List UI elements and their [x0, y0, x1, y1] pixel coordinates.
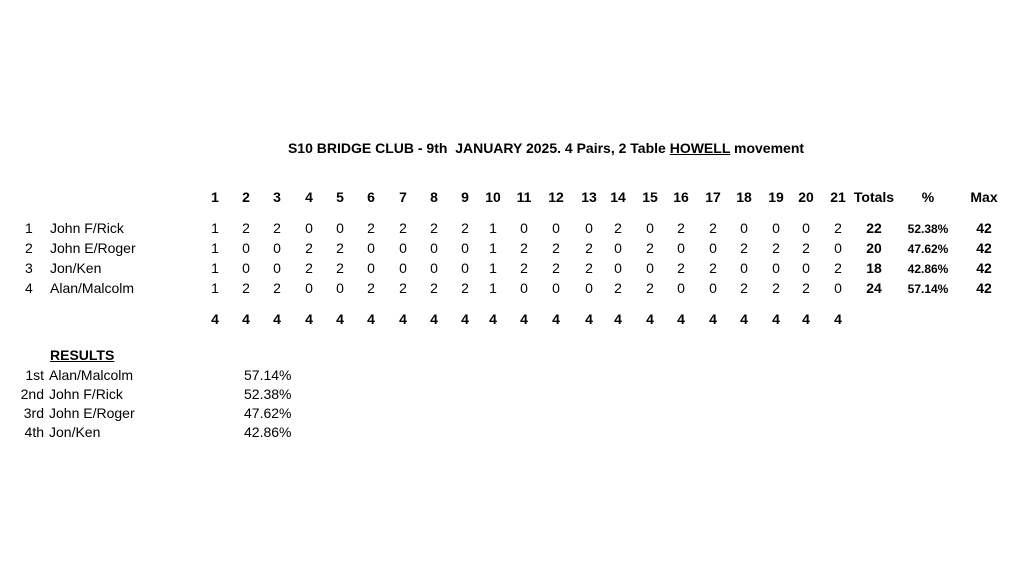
board-score: 0 [336, 280, 344, 296]
board-score: 1 [489, 260, 497, 276]
board-number-header: 11 [516, 189, 532, 205]
result-place: 2nd [20, 386, 44, 402]
board-score: 0 [520, 220, 528, 236]
board-number-header: 15 [642, 189, 658, 205]
pair-total: 22 [866, 220, 882, 236]
board-score: 2 [461, 220, 469, 236]
board-total: 4 [305, 311, 313, 327]
board-total: 4 [461, 311, 469, 327]
results-heading: RESULTS [50, 347, 115, 363]
board-total: 4 [646, 311, 654, 327]
result-percent: 42.86% [244, 424, 292, 440]
board-total: 4 [399, 311, 407, 327]
board-score: 2 [242, 280, 250, 296]
result-place: 3rd [23, 405, 44, 421]
board-score: 0 [740, 220, 748, 236]
pair-number: 1 [25, 220, 33, 236]
board-score: 2 [677, 260, 685, 276]
title-prefix: S10 BRIDGE CLUB - 9th JANUARY 2025. 4 Pairs, 2 Table [287, 140, 670, 156]
title-suffix: movement [730, 140, 805, 156]
board-total: 4 [614, 311, 622, 327]
board-total: 4 [802, 311, 810, 327]
board-score: 0 [802, 260, 810, 276]
board-score: 2 [709, 260, 717, 276]
board-score: 0 [273, 260, 281, 276]
board-score: 0 [646, 260, 654, 276]
board-number-header: 19 [768, 189, 784, 205]
board-number-header: 6 [367, 189, 375, 205]
result-name: John E/Roger [49, 405, 135, 421]
board-total: 4 [552, 311, 560, 327]
board-total: 4 [520, 311, 528, 327]
board-score: 2 [772, 240, 780, 256]
board-score: 0 [677, 240, 685, 256]
board-score: 2 [802, 240, 810, 256]
board-score: 0 [305, 280, 313, 296]
board-score: 2 [834, 220, 842, 236]
board-number-header: 2 [242, 189, 250, 205]
board-score: 0 [709, 240, 717, 256]
board-total: 4 [585, 311, 593, 327]
board-score: 2 [242, 220, 250, 236]
board-score: 0 [367, 260, 375, 276]
pair-max: 42 [976, 280, 992, 296]
board-total: 4 [489, 311, 497, 327]
title-underlined-word: HOWELL [669, 140, 731, 156]
board-score: 0 [242, 240, 250, 256]
board-number-header: 16 [673, 189, 689, 205]
board-score: 2 [552, 260, 560, 276]
board-total: 4 [709, 311, 717, 327]
board-score: 1 [489, 220, 497, 236]
board-score: 0 [614, 240, 622, 256]
board-number-header: 1 [211, 189, 219, 205]
board-score: 0 [552, 280, 560, 296]
board-score: 2 [430, 220, 438, 236]
board-score: 0 [709, 280, 717, 296]
board-total: 4 [211, 311, 219, 327]
pair-name: John F/Rick [50, 220, 124, 236]
board-number-header: 21 [830, 189, 846, 205]
board-score: 2 [552, 240, 560, 256]
pair-number: 4 [25, 280, 33, 296]
pair-max: 42 [976, 220, 992, 236]
board-number-header: 10 [485, 189, 501, 205]
board-number-header: 7 [399, 189, 407, 205]
board-score: 2 [336, 260, 344, 276]
board-number-header: 20 [798, 189, 814, 205]
board-score: 2 [520, 260, 528, 276]
pair-percent: 57.14% [907, 282, 949, 296]
board-total: 4 [677, 311, 685, 327]
board-score: 0 [614, 260, 622, 276]
board-score: 2 [273, 220, 281, 236]
board-score: 1 [489, 240, 497, 256]
board-total: 4 [367, 311, 375, 327]
board-score: 1 [211, 220, 219, 236]
board-score: 2 [646, 240, 654, 256]
pair-number: 3 [25, 260, 33, 276]
pair-max: 42 [976, 260, 992, 276]
board-score: 2 [585, 260, 593, 276]
result-place: 4th [24, 424, 44, 440]
board-score: 0 [273, 240, 281, 256]
pair-total: 20 [866, 240, 882, 256]
board-score: 1 [211, 240, 219, 256]
result-place: 1st [25, 367, 44, 383]
pair-name: Jon/Ken [50, 260, 102, 276]
board-number-header: 4 [305, 189, 313, 205]
board-score: 0 [336, 220, 344, 236]
result-name: Alan/Malcolm [49, 367, 134, 383]
board-total: 4 [772, 311, 780, 327]
max-header: Max [970, 189, 998, 205]
board-score: 0 [520, 280, 528, 296]
pair-total: 24 [866, 280, 882, 296]
board-number-header: 17 [705, 189, 721, 205]
pair-name: John E/Roger [50, 240, 136, 256]
board-score: 2 [336, 240, 344, 256]
board-number-header: 12 [548, 189, 564, 205]
result-name: Jon/Ken [49, 424, 101, 440]
board-score: 2 [646, 280, 654, 296]
board-score: 2 [614, 280, 622, 296]
result-percent: 52.38% [244, 386, 292, 402]
totals-header: Totals [853, 189, 895, 205]
board-score: 0 [834, 280, 842, 296]
board-score: 0 [399, 240, 407, 256]
board-score: 2 [772, 280, 780, 296]
board-score: 0 [646, 220, 654, 236]
board-score: 1 [211, 280, 219, 296]
board-score: 0 [367, 240, 375, 256]
board-score: 0 [399, 260, 407, 276]
board-number-header: 18 [736, 189, 752, 205]
board-number-header: 5 [336, 189, 344, 205]
board-score: 0 [461, 260, 469, 276]
board-score: 0 [677, 280, 685, 296]
pair-max: 42 [976, 240, 992, 256]
board-number-header: 8 [430, 189, 438, 205]
pair-number: 2 [25, 240, 33, 256]
board-score: 2 [305, 260, 313, 276]
board-score: 0 [772, 220, 780, 236]
pair-percent: 52.38% [907, 222, 949, 236]
board-score: 2 [614, 220, 622, 236]
board-score: 2 [740, 280, 748, 296]
board-total: 4 [740, 311, 748, 327]
board-number-header: 14 [610, 189, 626, 205]
pair-percent: 47.62% [907, 242, 949, 256]
pair-percent: 42.86% [907, 262, 949, 276]
pair-total: 18 [866, 260, 882, 276]
board-score: 0 [242, 260, 250, 276]
board-score: 1 [489, 280, 497, 296]
board-score: 2 [740, 240, 748, 256]
pair-name: Alan/Malcolm [50, 280, 135, 296]
board-score: 2 [520, 240, 528, 256]
board-score: 2 [461, 280, 469, 296]
board-score: 2 [802, 280, 810, 296]
result-name: John F/Rick [49, 386, 123, 402]
board-total: 4 [336, 311, 344, 327]
board-number-header: 13 [581, 189, 597, 205]
board-score: 2 [367, 280, 375, 296]
board-number-header: 9 [461, 189, 469, 205]
board-total: 4 [430, 311, 438, 327]
board-number-header: 3 [273, 189, 281, 205]
board-score: 0 [305, 220, 313, 236]
board-score: 0 [585, 220, 593, 236]
board-score: 2 [677, 220, 685, 236]
board-score: 0 [772, 260, 780, 276]
board-total: 4 [273, 311, 281, 327]
board-score: 0 [430, 260, 438, 276]
board-score: 2 [585, 240, 593, 256]
board-total: 4 [834, 311, 842, 327]
board-score: 2 [399, 280, 407, 296]
board-score: 1 [211, 260, 219, 276]
board-score: 2 [709, 220, 717, 236]
board-score: 0 [430, 240, 438, 256]
board-score: 2 [305, 240, 313, 256]
board-score: 0 [585, 280, 593, 296]
board-score: 2 [367, 220, 375, 236]
board-score: 0 [834, 240, 842, 256]
percent-header: % [921, 189, 935, 205]
board-score: 0 [461, 240, 469, 256]
board-score: 0 [552, 220, 560, 236]
board-score: 2 [834, 260, 842, 276]
result-percent: 47.62% [244, 405, 292, 421]
board-total: 4 [242, 311, 250, 327]
board-score: 0 [740, 260, 748, 276]
result-percent: 57.14% [244, 367, 292, 383]
board-score: 2 [399, 220, 407, 236]
board-score: 2 [273, 280, 281, 296]
board-score: 2 [430, 280, 438, 296]
board-score: 0 [802, 220, 810, 236]
